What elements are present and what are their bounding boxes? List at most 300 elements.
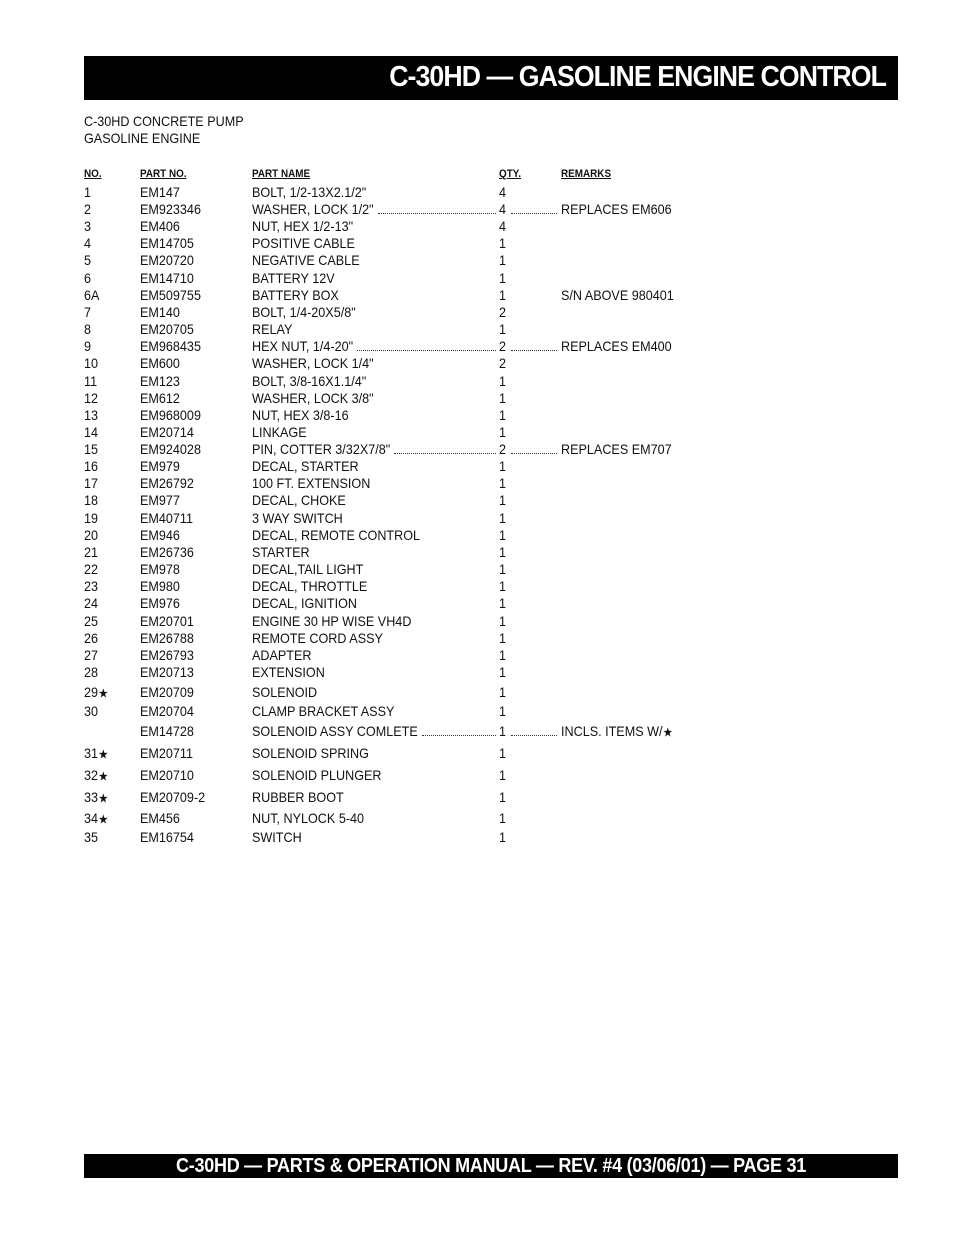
remarks-text: S/N ABOVE 980401 — [561, 287, 674, 303]
quantity — [499, 630, 506, 647]
item-number — [84, 373, 97, 390]
item-number-text: 5 — [84, 252, 92, 268]
item-number — [84, 252, 91, 269]
part-number — [140, 767, 194, 784]
column-header-remarks: REMARKS — [561, 168, 612, 180]
part-number — [140, 407, 201, 424]
table-row — [0, 373, 954, 390]
remarks — [561, 338, 672, 355]
part-name-text: POSITIVE CABLE — [252, 235, 355, 251]
item-number — [84, 613, 98, 630]
item-number — [84, 510, 98, 527]
item-number — [84, 630, 98, 647]
part-number-text: EM406 — [140, 218, 180, 234]
part-name-text: 100 FT. EXTENSION — [252, 475, 371, 491]
leader-dots — [422, 735, 496, 736]
table-row — [0, 664, 954, 681]
item-number — [84, 767, 108, 786]
part-number-text: EM20720 — [140, 252, 194, 268]
part-number — [140, 201, 201, 218]
part-number — [140, 664, 194, 681]
quantity-text: 1 — [499, 647, 507, 663]
subtitle-line-2: GASOLINE ENGINE — [84, 130, 201, 146]
part-name — [252, 630, 383, 647]
part-name — [252, 441, 390, 458]
part-number — [140, 218, 180, 235]
part-number — [140, 441, 201, 458]
part-number-text: EM968435 — [140, 338, 201, 354]
quantity — [499, 390, 506, 407]
star-icon: ★ — [98, 814, 108, 826]
item-number — [84, 492, 98, 509]
item-number — [84, 578, 98, 595]
part-name — [252, 252, 360, 269]
part-name-text: RUBBER BOOT — [252, 789, 344, 805]
quantity — [499, 613, 506, 630]
item-number — [84, 321, 91, 338]
part-number — [140, 252, 194, 269]
part-name-text: SWITCH — [252, 829, 302, 845]
table-row — [0, 595, 954, 612]
item-number — [84, 441, 98, 458]
item-number — [84, 338, 91, 355]
item-number-text: 12 — [84, 390, 99, 406]
page-title: C-30HD — GASOLINE ENGINE CONTROL — [389, 61, 886, 93]
part-number-text: EM20710 — [140, 767, 194, 783]
table-row — [0, 184, 954, 201]
table-row — [0, 304, 954, 321]
part-name-text: BOLT, 3/8-16X1.1/4" — [252, 373, 367, 389]
part-number-text: EM26788 — [140, 630, 194, 646]
item-number — [84, 201, 91, 218]
item-number-text: 2 — [84, 201, 92, 217]
star-icon: ★ — [98, 793, 108, 805]
part-name — [252, 492, 346, 509]
quantity-text: 1 — [499, 745, 507, 761]
quantity — [499, 458, 506, 475]
table-row — [0, 355, 954, 372]
table-row — [0, 287, 954, 304]
quantity — [499, 338, 506, 355]
leader-dots — [511, 350, 557, 351]
part-number-text: EM980 — [140, 578, 180, 594]
part-name-text: DECAL, REMOTE CONTROL — [252, 527, 421, 543]
item-number — [84, 544, 98, 561]
part-name-text: SOLENOID PLUNGER — [252, 767, 382, 783]
remarks-text: INCLS. ITEMS W/ — [561, 723, 663, 739]
part-name — [252, 703, 394, 720]
quantity — [499, 578, 506, 595]
table-row — [0, 475, 954, 492]
quantity-text: 1 — [499, 767, 507, 783]
part-name — [252, 355, 374, 372]
quantity — [499, 745, 506, 762]
quantity — [499, 373, 506, 390]
part-name — [252, 510, 343, 527]
column-header-part-name: PART NAME — [252, 168, 311, 180]
item-number-text: 23 — [84, 578, 99, 594]
item-number-text: 33 — [84, 789, 99, 805]
part-number — [140, 321, 194, 338]
quantity — [499, 201, 506, 218]
part-number — [140, 578, 180, 595]
part-number — [140, 338, 201, 355]
part-name — [252, 424, 307, 441]
quantity-text: 1 — [499, 475, 507, 491]
part-name — [252, 829, 302, 846]
quantity — [499, 510, 506, 527]
remarks-text: REPLACES EM400 — [561, 338, 672, 354]
part-name — [252, 664, 325, 681]
quantity-text: 1 — [499, 510, 507, 526]
quantity-text: 1 — [499, 613, 507, 629]
part-name-text: SOLENOID — [252, 684, 318, 700]
part-number — [140, 789, 205, 806]
table-row — [0, 703, 954, 720]
part-name-text: WASHER, LOCK 1/2" — [252, 201, 374, 217]
part-name — [252, 373, 366, 390]
item-number — [84, 810, 108, 829]
item-number-text: 16 — [84, 458, 99, 474]
remarks-text: REPLACES EM606 — [561, 201, 672, 217]
part-number — [140, 270, 194, 287]
item-number — [84, 184, 91, 201]
table-row — [0, 544, 954, 561]
item-number — [84, 703, 98, 720]
quantity — [499, 647, 506, 664]
quantity-text: 1 — [499, 703, 507, 719]
part-number — [140, 684, 194, 701]
quantity-text: 2 — [499, 441, 507, 457]
item-number-text: 32 — [84, 767, 99, 783]
quantity — [499, 810, 506, 827]
quantity-text: 1 — [499, 458, 507, 474]
part-number-text: EM20701 — [140, 613, 194, 629]
part-name-text: HEX NUT, 1/4-20" — [252, 338, 354, 354]
part-number-text: EM509755 — [140, 287, 201, 303]
item-number-text: 9 — [84, 338, 92, 354]
item-number-text: 29 — [84, 684, 99, 700]
part-name-text: REMOTE CORD ASSY — [252, 630, 383, 646]
quantity-text: 1 — [499, 424, 507, 440]
item-number-text: 34 — [84, 810, 99, 826]
quantity-text: 4 — [499, 201, 507, 217]
item-number-text: 10 — [84, 355, 99, 371]
quantity-text: 2 — [499, 304, 507, 320]
quantity-text: 2 — [499, 338, 507, 354]
item-number-text: 18 — [84, 492, 99, 508]
part-number-text: EM20714 — [140, 424, 194, 440]
quantity — [499, 767, 506, 784]
item-number — [84, 527, 98, 544]
part-number — [140, 510, 193, 527]
item-number — [84, 561, 98, 578]
part-number — [140, 723, 194, 740]
table-row — [0, 407, 954, 424]
part-name-text: SOLENOID SPRING — [252, 745, 369, 761]
part-name-text: WASHER, LOCK 1/4" — [252, 355, 374, 371]
part-name-text: DECAL, STARTER — [252, 458, 359, 474]
part-name — [252, 304, 356, 321]
part-number — [140, 424, 194, 441]
part-name-text: NEGATIVE CABLE — [252, 252, 360, 268]
quantity-text: 1 — [499, 561, 507, 577]
part-name-text: BATTERY 12V — [252, 270, 335, 286]
part-number-text: EM456 — [140, 810, 180, 826]
part-name — [252, 390, 374, 407]
table-row — [0, 390, 954, 407]
table-row — [0, 270, 954, 287]
quantity-text: 1 — [499, 492, 507, 508]
item-number-text: 4 — [84, 235, 92, 251]
part-name — [252, 595, 357, 612]
part-number — [140, 561, 180, 578]
item-number — [84, 304, 91, 321]
part-number-text: EM16754 — [140, 829, 194, 845]
part-name — [252, 287, 339, 304]
item-number-text: 21 — [84, 544, 99, 560]
item-number-text: 14 — [84, 424, 99, 440]
part-number-text: EM20711 — [140, 745, 194, 761]
part-number-text: EM924028 — [140, 441, 201, 457]
quantity — [499, 407, 506, 424]
item-number-text: 25 — [84, 613, 99, 629]
remarks — [561, 287, 674, 304]
remarks — [561, 723, 672, 742]
item-number-text: 15 — [84, 441, 99, 457]
quantity-text: 1 — [499, 287, 507, 303]
item-number-text: 28 — [84, 664, 99, 680]
part-number — [140, 810, 180, 827]
item-number-text: 6 — [84, 270, 92, 286]
quantity-text: 1 — [499, 789, 507, 805]
part-name — [252, 527, 420, 544]
table-row — [0, 810, 954, 827]
table-row — [0, 441, 954, 458]
part-number-text: EM40711 — [140, 510, 194, 526]
part-number — [140, 235, 194, 252]
part-name-text: ADAPTER — [252, 647, 312, 663]
part-number — [140, 745, 193, 762]
leader-dots — [378, 213, 496, 214]
quantity — [499, 595, 506, 612]
part-name-text: PIN, COTTER 3/32X7/8" — [252, 441, 391, 457]
quantity — [499, 355, 506, 372]
leader-dots — [357, 350, 496, 351]
part-name-text: CLAMP BRACKET ASSY — [252, 703, 395, 719]
quantity-text: 1 — [499, 810, 507, 826]
part-name-text: DECAL,TAIL LIGHT — [252, 561, 364, 577]
part-name — [252, 767, 382, 784]
item-number-text: 31 — [84, 745, 99, 761]
item-number — [84, 390, 98, 407]
table-row — [0, 613, 954, 630]
part-name-text: 3 WAY SWITCH — [252, 510, 343, 526]
table-row — [0, 630, 954, 647]
quantity — [499, 218, 506, 235]
footer-bar — [84, 1154, 898, 1178]
part-number-text: EM968009 — [140, 407, 201, 423]
part-number-text: EM612 — [140, 390, 180, 406]
part-number-text: EM20704 — [140, 703, 194, 719]
part-number-text: EM26736 — [140, 544, 194, 560]
item-number-text: 17 — [84, 475, 99, 491]
part-number — [140, 184, 180, 201]
part-name — [252, 218, 353, 235]
part-name — [252, 235, 355, 252]
part-name — [252, 201, 374, 218]
part-number — [140, 527, 180, 544]
part-number-text: EM14710 — [140, 270, 194, 286]
star-icon: ★ — [663, 727, 673, 739]
part-name-text: STARTER — [252, 544, 310, 560]
quantity-text: 1 — [499, 373, 507, 389]
table-row — [0, 235, 954, 252]
table-row — [0, 527, 954, 544]
quantity-text: 1 — [499, 578, 507, 594]
part-name-text: RELAY — [252, 321, 293, 337]
quantity-text: 4 — [499, 218, 507, 234]
part-number — [140, 544, 194, 561]
part-name — [252, 338, 353, 355]
part-number-text: EM20705 — [140, 321, 194, 337]
quantity-text: 1 — [499, 390, 507, 406]
item-number-text: 7 — [84, 304, 92, 320]
remarks-text: REPLACES EM707 — [561, 441, 672, 457]
part-name — [252, 789, 344, 806]
item-number — [84, 829, 98, 846]
quantity-text: 1 — [499, 527, 507, 543]
part-name — [252, 684, 317, 701]
item-number-text: 30 — [84, 703, 99, 719]
quantity — [499, 424, 506, 441]
item-number — [84, 789, 108, 808]
item-number-text: 26 — [84, 630, 99, 646]
part-number-text: EM977 — [140, 492, 180, 508]
part-name-text: NUT, HEX 3/8-16 — [252, 407, 349, 423]
item-number — [84, 407, 98, 424]
table-row — [0, 201, 954, 218]
part-number-text: EM20709 — [140, 684, 194, 700]
star-icon: ★ — [98, 749, 108, 761]
part-number-text: EM14728 — [140, 723, 194, 739]
part-number — [140, 703, 194, 720]
leader-dots — [511, 213, 557, 214]
part-name-text: WASHER, LOCK 3/8" — [252, 390, 374, 406]
table-row — [0, 684, 954, 701]
part-number-text: EM20709-2 — [140, 789, 206, 805]
quantity-text: 1 — [499, 544, 507, 560]
quantity — [499, 527, 506, 544]
quantity-text: 1 — [499, 829, 507, 845]
subtitle-line-1: C-30HD CONCRETE PUMP — [84, 113, 244, 129]
quantity-text: 1 — [499, 407, 507, 423]
quantity-text: 1 — [499, 684, 507, 700]
item-number-text: 27 — [84, 647, 99, 663]
part-number — [140, 458, 180, 475]
part-number-text: EM140 — [140, 304, 180, 320]
quantity-text: 2 — [499, 355, 507, 371]
quantity — [499, 703, 506, 720]
item-number-text: 13 — [84, 407, 99, 423]
table-row — [0, 510, 954, 527]
table-row — [0, 492, 954, 509]
item-number — [84, 270, 91, 287]
part-number — [140, 829, 194, 846]
quantity-text: 1 — [499, 235, 507, 251]
item-number — [84, 595, 98, 612]
part-name-text: NUT, HEX 1/2-13" — [252, 218, 354, 234]
item-number-text: 19 — [84, 510, 99, 526]
quantity — [499, 664, 506, 681]
item-number-text: 11 — [84, 373, 98, 389]
column-header-part-no: PART NO. — [140, 168, 187, 180]
part-number-text: EM946 — [140, 527, 180, 543]
part-number-text: EM923346 — [140, 201, 201, 217]
part-number-text: EM976 — [140, 595, 180, 611]
item-number-text: 35 — [84, 829, 99, 845]
table-row — [0, 218, 954, 235]
part-name — [252, 458, 359, 475]
quantity — [499, 475, 506, 492]
part-name-text: DECAL, IGNITION — [252, 595, 358, 611]
part-name — [252, 723, 418, 740]
quantity — [499, 252, 506, 269]
part-name — [252, 613, 411, 630]
quantity — [499, 561, 506, 578]
part-name-text: EXTENSION — [252, 664, 325, 680]
table-row — [0, 561, 954, 578]
table-row — [0, 745, 954, 762]
part-name — [252, 745, 369, 762]
table-row — [0, 252, 954, 269]
quantity-text: 1 — [499, 321, 507, 337]
part-name — [252, 475, 370, 492]
item-number — [84, 355, 98, 372]
part-number — [140, 647, 194, 664]
item-number-text: 24 — [84, 595, 99, 611]
quantity-text: 1 — [499, 630, 507, 646]
item-number-text: 20 — [84, 527, 99, 543]
part-number-text: EM147 — [140, 184, 180, 200]
part-name-text: SOLENOID ASSY COMLETE — [252, 723, 418, 739]
part-name-text: BOLT, 1/2-13X2.1/2" — [252, 184, 367, 200]
part-number — [140, 304, 180, 321]
part-number — [140, 373, 180, 390]
item-number — [84, 424, 98, 441]
quantity — [499, 235, 506, 252]
quantity — [499, 304, 506, 321]
item-number — [84, 745, 108, 764]
item-number — [84, 684, 108, 703]
part-name — [252, 561, 363, 578]
quantity — [499, 829, 506, 846]
part-number-text: EM123 — [140, 373, 180, 389]
quantity — [499, 789, 506, 806]
column-header-qty: QTY. — [499, 168, 522, 180]
part-number-text: EM978 — [140, 561, 180, 577]
item-number-text: 22 — [84, 561, 99, 577]
item-number-text: 1 — [84, 184, 92, 200]
item-number — [84, 475, 98, 492]
part-number — [140, 475, 194, 492]
leader-dots — [511, 735, 557, 736]
quantity — [499, 287, 506, 304]
part-number-text: EM600 — [140, 355, 180, 371]
quantity — [499, 270, 506, 287]
part-name-text: BATTERY BOX — [252, 287, 339, 303]
item-number-text: 6A — [84, 287, 100, 303]
